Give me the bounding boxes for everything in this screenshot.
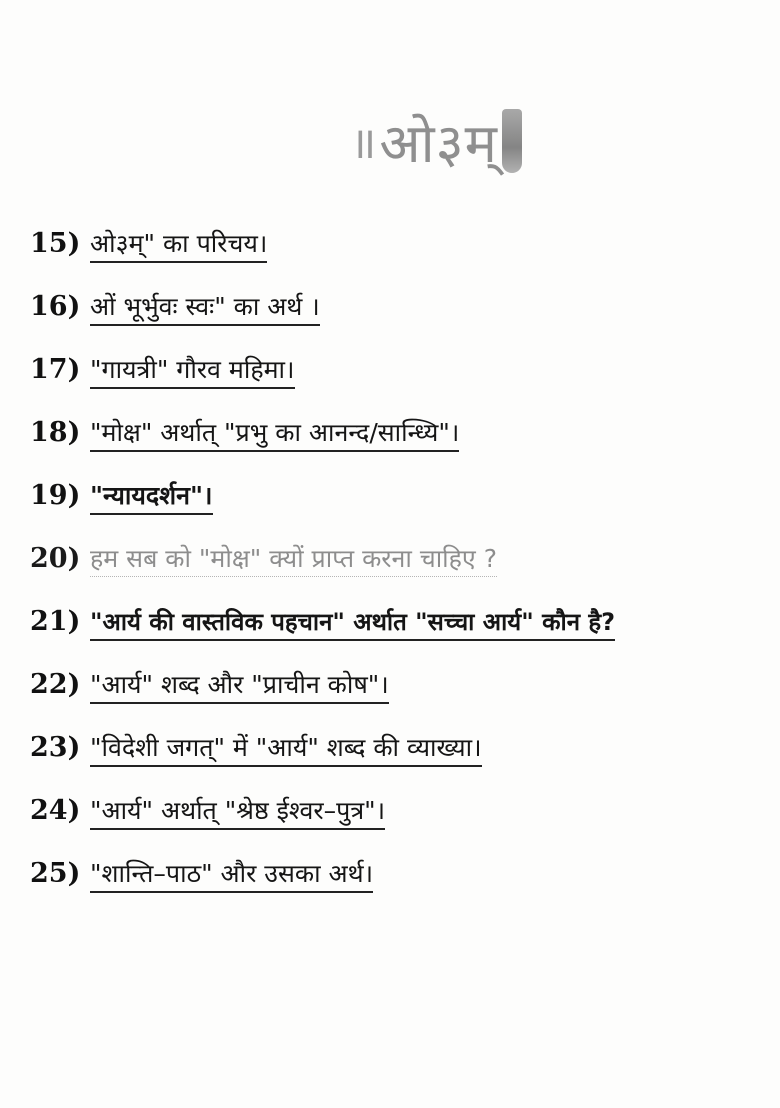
toc-item-number: 16)	[30, 291, 81, 322]
toc-item	[30, 606, 770, 669]
toc-item	[30, 480, 770, 543]
toc-item	[30, 543, 770, 606]
table-of-contents	[30, 228, 770, 921]
toc-item	[30, 417, 770, 480]
toc-item-number: 21)	[30, 606, 81, 637]
toc-item-title: ओ३म्" का परिचय।	[90, 230, 267, 263]
toc-item-number: 25)	[30, 858, 81, 889]
toc-item-title: "आर्य" शब्द और "प्राचीन कोष"।	[90, 671, 389, 704]
toc-item-title: "गायत्री" गौरव महिमा।	[90, 356, 295, 389]
toc-item-title: हम सब को "मोक्ष" क्यों प्राप्त करना चाहिए ?	[90, 545, 497, 577]
toc-item-number: 18)	[30, 417, 81, 448]
toc-item-title: "मोक्ष" अर्थात् "प्रभु का आनन्द/सान्ध्यि"।	[90, 419, 459, 452]
toc-item-title: "न्यायदर्शन"।	[90, 482, 213, 515]
toc-item	[30, 354, 770, 417]
ink-smudge-icon	[502, 109, 522, 173]
toc-item	[30, 732, 770, 795]
toc-item-number: 15)	[30, 228, 81, 259]
toc-item-title: ओं भूर्भुवः स्वः" का अर्थ ।	[90, 293, 320, 326]
toc-item	[30, 228, 770, 291]
toc-item	[30, 795, 770, 858]
toc-item-number: 19)	[30, 480, 81, 511]
header-title: ओ३म्	[379, 112, 498, 175]
toc-item-number: 24)	[30, 795, 81, 826]
toc-item	[30, 858, 770, 921]
toc-item-number: 23)	[30, 732, 81, 763]
toc-item-title: "आर्य" अर्थात् "श्रेष्ठ ईश्वर–पुत्र"।	[90, 797, 385, 830]
toc-item-number: 22)	[30, 669, 81, 700]
om-header-stamp	[350, 102, 522, 180]
toc-item	[30, 291, 770, 354]
header-bars: ॥	[350, 118, 378, 169]
toc-item-title: "विदेशी जगत्" में "आर्य" शब्द की व्याख्या।	[90, 734, 482, 767]
toc-item-title: "शान्ति–पाठ" और उसका अर्थ।	[90, 860, 373, 893]
toc-item-title: "आर्य की वास्तविक पहचान" अर्थात "सच्चा आर्य" कौन है?	[90, 609, 615, 641]
toc-item-number: 17)	[30, 354, 81, 385]
toc-item-number: 20)	[30, 543, 81, 574]
toc-item	[30, 669, 770, 732]
